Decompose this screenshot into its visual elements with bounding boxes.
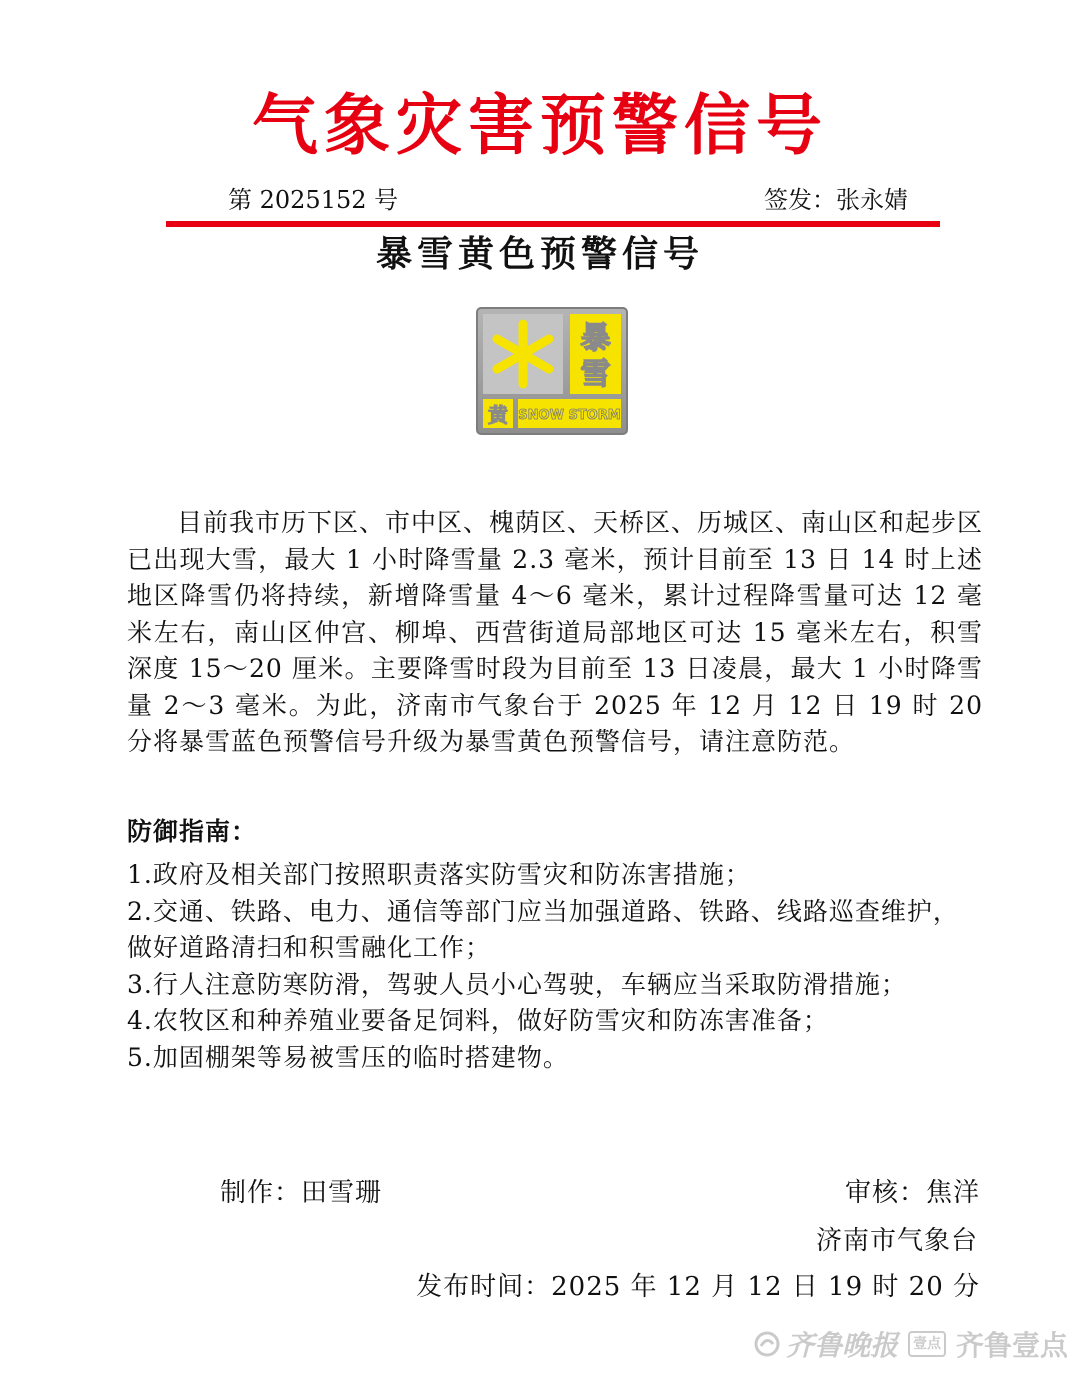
badge-icon: 壹点 bbox=[908, 1331, 946, 1357]
signer: 签发：张永婧 bbox=[764, 186, 908, 214]
qilu-evening-news-logo bbox=[754, 1324, 898, 1364]
yellow-label: 黄 bbox=[488, 403, 508, 427]
maker: 制作：田雪珊 bbox=[220, 1178, 383, 1208]
guide-item: 1.政府及相关部门按照职责落实防雪灾和防冻害措施； bbox=[127, 860, 751, 889]
guide-item: 5.加固棚架等易被雪压的临时搭建物。 bbox=[127, 1042, 569, 1072]
reviewer: 审核：焦洋 bbox=[844, 1178, 980, 1208]
snowstorm-yellow-warning-icon bbox=[476, 307, 628, 435]
defense-guide-heading: 防御指南： bbox=[127, 817, 258, 846]
document-title: 气象灾害预警信号 bbox=[252, 87, 828, 164]
issue-number: 第 2025152 号 bbox=[228, 186, 399, 214]
guide-item: 做好道路清扫和积雪融化工作； bbox=[127, 933, 492, 962]
baoxue-label-1 bbox=[581, 321, 611, 392]
swirl-icon bbox=[754, 1331, 780, 1357]
signal-title: 暴雪黄色预警信号 bbox=[375, 233, 704, 275]
guide-item: 4.农牧区和种养殖业要备足饲料，做好防雪灾和防冻害准备； bbox=[127, 1006, 829, 1035]
watermark bbox=[754, 1324, 1068, 1364]
guide-item: 3.行人注意防寒防滑，驾驶人员小心驾驶，车辆应当采取防滑措施； bbox=[127, 969, 907, 999]
publish-time: 发布时间：2025 年 12 月 12 日 19 时 20 分 bbox=[416, 1272, 980, 1302]
warning-body-text: 目前我市历下区、市中区、槐荫区、天桥区、历城区、南山区和起步区已出现大雪，最大 1 小时降雪量 2.3 毫米，预计目前至 13 日 14 时上述地区降雪仍将持续，新增降雪量 4～6 毫米，累计过程降雪量可达 12 毫米左右，南山区仲宫、柳埠、西营街道局部地区可达 15 毫米左右，积雪深度 15～20 厘米。主要降雪时段为目前至 13 日凌晨，最大 1 小时降雪量 2～3 毫米。为此，济南市气象台于 2025 年 12 月 12 日 19 时 20 分将暴雪蓝色预警信号升级为暴雪黄色预警信号，请注意防范。 bbox=[127, 508, 984, 756]
baoxue-char: 雪 bbox=[580, 357, 611, 392]
issuing-organization: 济南市气象台 bbox=[815, 1226, 978, 1256]
baoxue-char: 暴 bbox=[580, 321, 611, 356]
snowstorm-en-label: SNOW STORM bbox=[518, 408, 621, 423]
brand-name-1: 齐鲁晚报 bbox=[785, 1329, 898, 1362]
brand-name-2: 齐鲁壹点 bbox=[955, 1329, 1068, 1362]
guide-item: 2.交通、铁路、电力、通信等部门应当加强道路、铁路、线路巡查维护， bbox=[127, 896, 959, 926]
defense-guide-list bbox=[127, 857, 983, 1076]
